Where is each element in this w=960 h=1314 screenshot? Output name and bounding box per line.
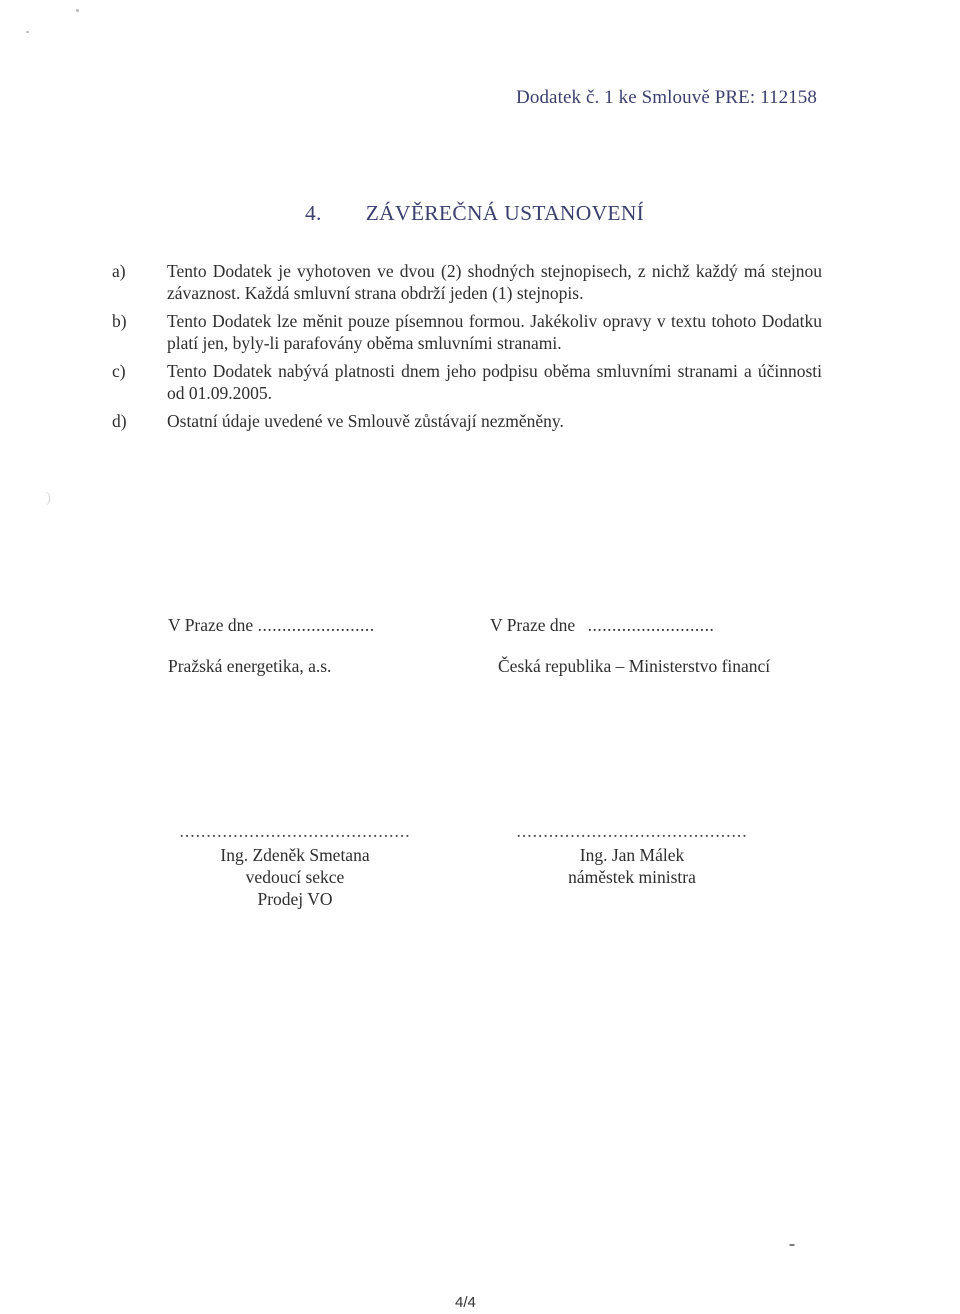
- clause-b: [112, 310, 822, 354]
- signature-block-right: [492, 820, 772, 888]
- place-label: V Praze dne: [168, 615, 254, 635]
- signatory-name: Ing. Jan Málek: [579, 845, 685, 865]
- signing-place-left: [168, 615, 375, 636]
- date-blank: ........................: [257, 615, 375, 635]
- scan-speck: [789, 1244, 795, 1246]
- signatory-role: vedoucí sekce: [245, 867, 345, 887]
- section-number: 4.: [305, 201, 322, 225]
- date-blank: ..........................: [587, 615, 715, 635]
- document-header: Dodatek č. 1 ke Smlouvě PRE: 112158: [516, 87, 817, 108]
- signature-line: ...........................................: [179, 821, 411, 841]
- clause-letter: b): [112, 311, 127, 331]
- clause-letter: c): [112, 361, 126, 381]
- signature-line: ...........................................: [516, 821, 748, 841]
- clause-text: Tento Dodatek je vyhotoven ve dvou (2) shodných stejnopisech, z nichž každý má stejnou závaznost. Každá smluvní strana obdrží jeden (1) stejnopis.: [167, 261, 822, 303]
- section-heading: [305, 201, 644, 226]
- section-title: ZÁVĚREČNÁ USTANOVENÍ: [365, 201, 645, 225]
- clause-c: [112, 360, 822, 404]
- clause-letter: a): [112, 261, 126, 281]
- clause-text: Tento Dodatek lze měnit pouze písemnou formou. Jakékoliv opravy v textu tohoto Dodatku platí jen, byly-li parafovány oběma smluvními stranami.: [167, 311, 822, 353]
- scan-speck: [26, 31, 29, 33]
- signatory-role: náměstek ministra: [568, 867, 696, 887]
- clause-d: [112, 410, 822, 432]
- clause-a: [112, 260, 822, 304]
- scan-speck: [76, 9, 79, 12]
- clause-text: Ostatní údaje uvedené ve Smlouvě zůstávají nezměněny.: [167, 411, 564, 431]
- party-left: Pražská energetika, a.s.: [168, 656, 332, 676]
- place-label: V Praze dne: [490, 615, 576, 635]
- signatory-department: Prodej VO: [257, 889, 333, 909]
- party-right: Česká republika – Ministerstvo financí: [498, 656, 771, 676]
- signature-block-left: [155, 820, 435, 910]
- clause-letter: d): [112, 411, 127, 431]
- margin-scan-mark: ): [46, 490, 51, 506]
- page-number: 4/4: [455, 1294, 476, 1311]
- signatory-name: Ing. Zdeněk Smetana: [220, 845, 370, 865]
- clause-list: [112, 260, 822, 438]
- signing-place-right: [490, 615, 714, 636]
- clause-text: Tento Dodatek nabývá platnosti dnem jeho podpisu oběma smluvními stranami a účinnosti od 01.09.2005.: [167, 361, 822, 403]
